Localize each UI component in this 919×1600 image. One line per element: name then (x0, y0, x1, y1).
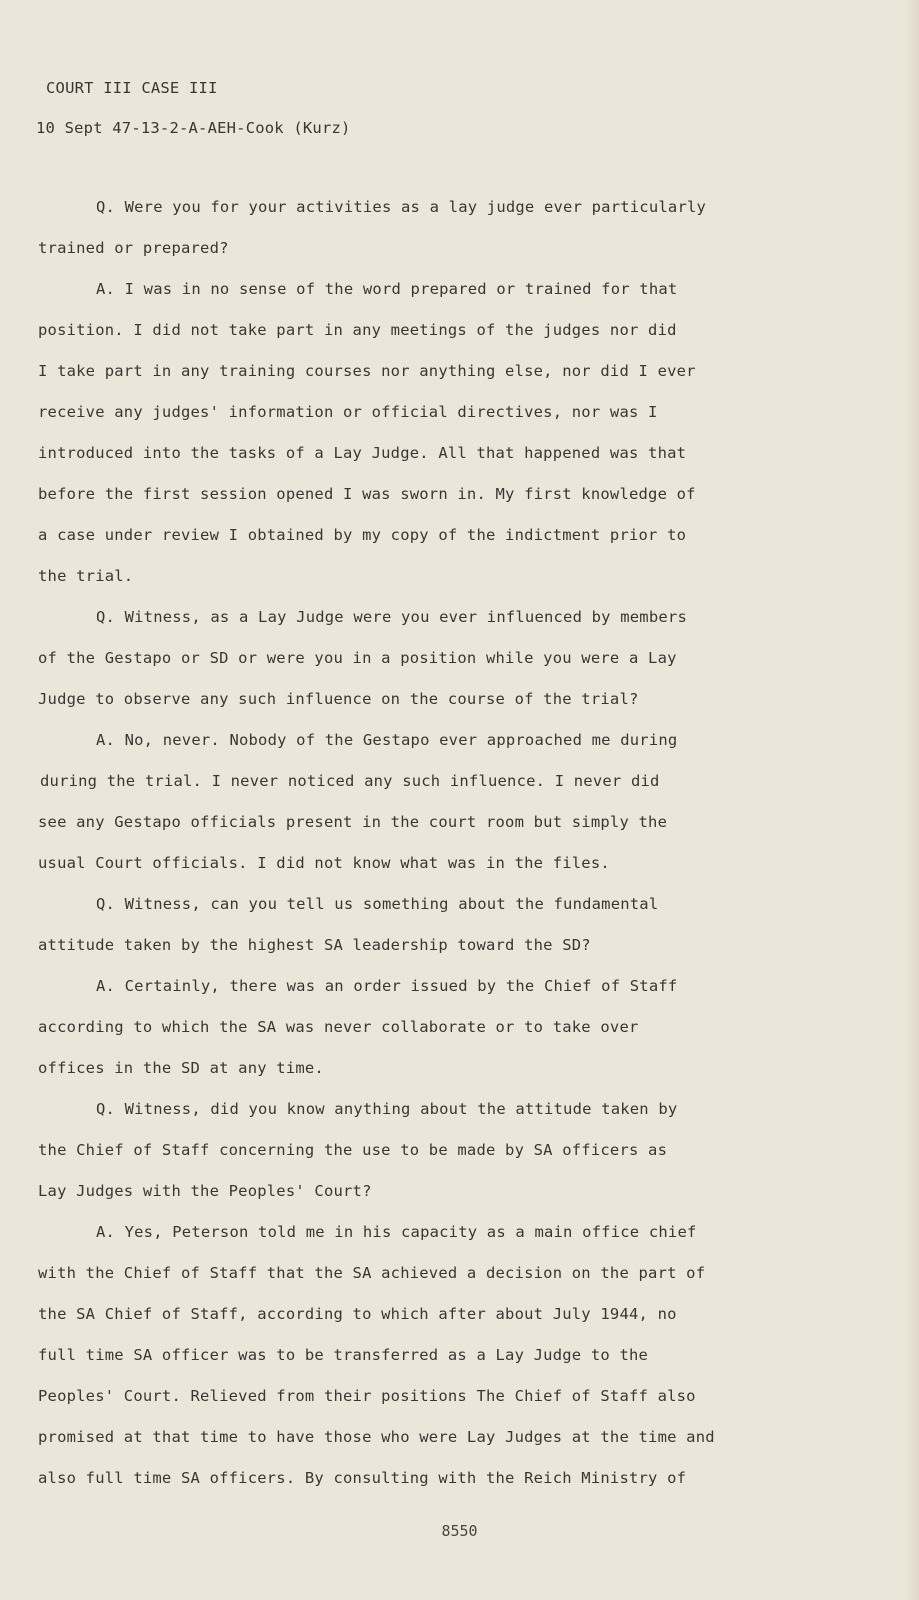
document-header (36, 76, 351, 156)
text-line: the trial. (38, 567, 134, 585)
text-line: A. Yes, Peterson told me in his capacity as a main office chief (96, 1223, 697, 1241)
text-line: A. Certainly, there was an order issued by the Chief of Staff (96, 977, 678, 995)
text-line: Q. Witness, did you know anything about the attitude taken by (96, 1100, 678, 1118)
text-line: introduced into the tasks of a Lay Judge. All that happened was that (38, 444, 687, 462)
text-line: during the trial. I never noticed any such influence. I never did (40, 772, 660, 790)
text-line: Q. Witness, as a Lay Judge were you ever influenced by members (96, 608, 687, 626)
page-number: 8550 (441, 1522, 478, 1540)
text-line: according to which the SA was never collaborate or to take over (38, 1018, 639, 1036)
text-line: the SA Chief of Staff, according to which after about July 1944, no (38, 1305, 677, 1323)
reference-line: 10 Sept 47-13-2-A-AEH-Cook (Kurz) (36, 119, 351, 137)
text-line: of the Gestapo or SD or were you in a position while you were a Lay (38, 649, 677, 667)
text-line: position. I did not take part in any meetings of the judges nor did (38, 321, 677, 339)
transcript-body (38, 196, 888, 1508)
text-line: a case under review I obtained by my copy of the indictment prior to (38, 526, 687, 544)
court-case-heading: COURT III CASE III (46, 79, 218, 97)
text-line: full time SA officer was to be transferred as a Lay Judge to the (38, 1346, 649, 1364)
text-line: offices in the SD at any time. (38, 1059, 324, 1077)
text-line: Judge to observe any such influence on the course of the trial? (38, 690, 639, 708)
page-edge-shadow (905, 0, 919, 1600)
text-line: the Chief of Staff concerning the use to be made by SA officers as (38, 1141, 668, 1159)
text-line: receive any judges' information or official directives, nor was I (38, 403, 658, 421)
text-line: usual Court officials. I did not know what was in the files. (38, 854, 610, 872)
text-line: see any Gestapo officials present in the court room but simply the (38, 813, 668, 831)
text-line: A. I was in no sense of the word prepared or trained for that (96, 280, 678, 298)
text-line: also full time SA officers. By consulting with the Reich Ministry of (38, 1469, 687, 1487)
text-line: I take part in any training courses nor anything else, nor did I ever (38, 362, 696, 380)
text-line: Lay Judges with the Peoples' Court? (38, 1182, 372, 1200)
text-line: Peoples' Court. Relieved from their positions The Chief of Staff also (38, 1387, 696, 1405)
text-line: with the Chief of Staff that the SA achieved a decision on the part of (38, 1264, 706, 1282)
text-line: Q. Witness, can you tell us something about the fundamental (96, 895, 659, 913)
text-line: before the first session opened I was sworn in. My first knowledge of (38, 485, 696, 503)
text-line: A. No, never. Nobody of the Gestapo ever approached me during (96, 731, 678, 749)
text-line: attitude taken by the highest SA leadership toward the SD? (38, 936, 591, 954)
text-line: Q. Were you for your activities as a lay judge ever particularly (96, 198, 707, 216)
text-line: trained or prepared? (38, 239, 229, 257)
text-line: promised at that time to have those who were Lay Judges at the time and (38, 1428, 715, 1446)
